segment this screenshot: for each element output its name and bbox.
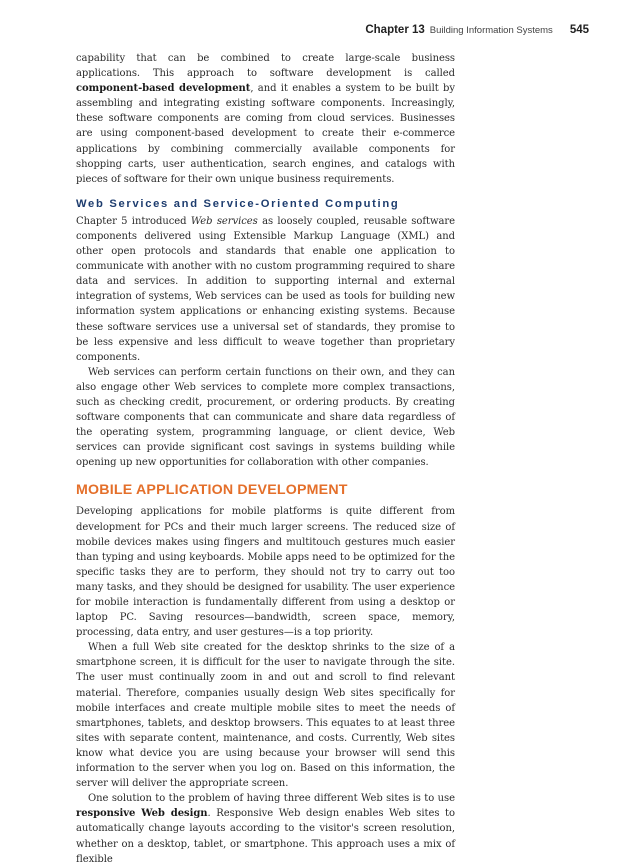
- paragraph-component-based: capability that can be combined to create large-scale business applications. This approach to software development is called component-based development, and it enables a system to be built by assembling and integrating existing software components. Increasingly, these software components are coming from cloud services. Businesses are using component-based development to create their e-commerce applications by combining commercially available components for shopping carts, user authentication, search engines, and catalogs with pieces of software for their own unique business requirements.: [76, 53, 455, 185]
- paragraph-mobile-web-sites: When a full Web site created for the desktop shrinks to the size of a smartphone screen, it is difficult for the user to navigate through the site. The user must continually zoom in and out and scroll to find relevant material. Therefore, companies usually design Web sites specifically for mobile interfaces and create multiple mobile sites to meet the needs of smartphones, tablets, and desktop browsers. This equates to at least three sites with separate content, maintenance, and costs. Currently, Web sites know what device you are using because your browser will send this information to the server when you log on. Based on this information, the server will deliver the appropriate screen.: [76, 642, 455, 790]
- emphasis-web-services: Web services: [190, 215, 258, 227]
- page-body: [76, 51, 455, 867]
- page-number: 545: [569, 24, 589, 36]
- heading-mobile-application-development: MOBILE APPLICATION DEVELOPMENT: [76, 482, 348, 499]
- chapter-title: Building Information Systems: [429, 25, 553, 36]
- paragraph-web-services-functions: Web services can perform certain functions on their own, and they can also engage other Web services to complete more complex transactions, such as checking credit, procurement, or ordering products. By creating software components that can communicate and share data regardless of the operating system, programming language, or client device, Web services can provide significant cost savings in systems building while opening up new opportunities for collaboration with other companies.: [76, 366, 455, 469]
- subheading-web-services: Web Services and Service-Oriented Computing: [76, 197, 400, 210]
- paragraph-mobile-platforms: Developing applications for mobile platforms is quite different from development for PCs and their much larger screens. The reduced size of mobile devices makes using fingers and multitouch gestures much easier than typing and using keyboards. Mobile apps need to be optimized for the specific tasks they are to perform, they should not try to carry out too many tasks, and they should be designed for usability. The user experience for mobile interaction is fundamentally different from using a desktop or laptop PC. Saving resources—bandwidth, screen space, memory, processing, data entry, and user gestures—is a top priority.: [76, 506, 455, 639]
- chapter-label: Chapter 13: [365, 24, 425, 36]
- running-head: [365, 24, 589, 36]
- paragraph-responsive-design: One solution to the problem of having three different Web sites is to use responsive Web design. Responsive Web design enables Web sites to automatically change layouts according to the visitor's screen resolution, whether on a desktop, tablet, or smartphone. This approach uses a mix of flexible: [76, 793, 455, 865]
- key-term-component-based-development: component-based development: [76, 83, 251, 95]
- paragraph-web-services-intro: Chapter 5 introduced Web services as loosely coupled, reusable software components delivered using Extensible Markup Language (XML) and other open protocols and standards that enable one application to communicate with another with no custom programming required to share data and services. In addition to supporting internal and external integration of systems, Web services can be used as tools for building new information system applications or enhancing existing systems. Because these software services use a universal set of standards, they promise to be less expensive and less difficult to weave together than proprietary components.: [76, 215, 455, 363]
- key-term-responsive-web-design: responsive Web design: [76, 808, 208, 820]
